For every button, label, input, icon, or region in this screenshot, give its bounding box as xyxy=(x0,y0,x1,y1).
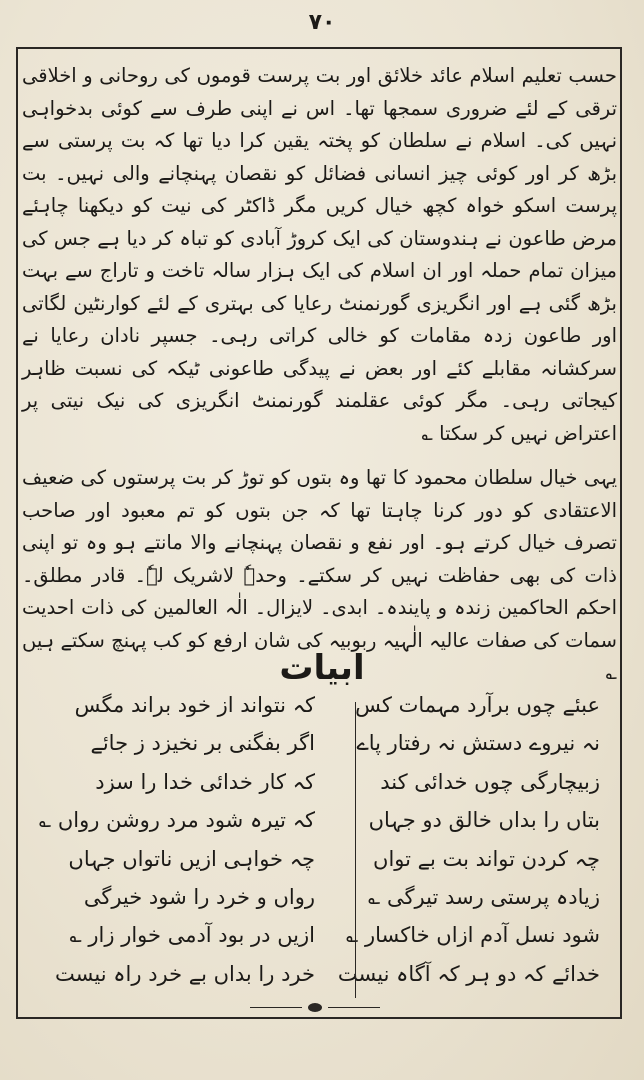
verse-line: کہ نتواند از خود براند مگس xyxy=(74,693,315,717)
verse-line: کہ کار خدائی خدا را سزد xyxy=(95,769,315,794)
verse-line: شود نسل آدم ازاں خاکسار ؎ xyxy=(345,923,600,948)
verse-line: زبیچارگی چوں خدائی کند xyxy=(380,769,600,794)
verse-line: رواں و خرد را شود خیرگی xyxy=(83,884,315,909)
verses-left-column xyxy=(38,690,315,997)
verse-line: چہ کردن تواند بت بے تواں xyxy=(373,846,600,871)
verse-line: خرد را بداں بے خرد راہ نیست xyxy=(55,961,315,986)
verse-line: ازیں در بود آدمی خوار زار ؎ xyxy=(69,923,315,948)
paragraph-2: یہی خیال سلطان محمود کا تھا وہ بتوں کو توڑ کر بت پرستوں کی ضعیف الاعتقادی کو دور کرنا چاہتا تھا کہ جن بتوں کو تم معبود اور صاحب تصرف خیال کرتے ہو۔ اور نفع و نقصان پہنچانے والا مانتے ہو وہ تو اپنی ذات کی بھی حفاظت نہیں کر سکتے۔ وحدہٗ لاشریک لہٗ۔ قادر مطلق۔ احکم الحاکمین زندہ و پایندہ۔ ابدی۔ لایزال۔ الٰہ العالمین کی ذات احدیت سمات کی صفات عالیہ الٰہیہ ربوبیہ کی شان ارفع کو کب پہنچ سکتے ہیں ؎ xyxy=(22,466,617,684)
verse-line: اگر بفگنی بر نخیزد ز جائے xyxy=(90,731,315,756)
verse-line: عبئے چوں برآرد مہمات کس xyxy=(355,693,600,717)
ornament-dot xyxy=(308,1003,322,1012)
verses-heading: ابیات xyxy=(279,648,365,688)
end-ornament xyxy=(250,1002,380,1014)
prose-body xyxy=(22,60,617,702)
verse-column-divider xyxy=(355,702,356,998)
verse-line: چہ خواہی ازیں ناتواں جہاں xyxy=(68,846,315,871)
ornament-line-left xyxy=(250,1007,302,1008)
verse-line: کہ تیرہ شود مرد روشن رواں ؎ xyxy=(38,808,315,833)
paragraph-1: حسب تعلیم اسلام عائد خلائق اور بت پرست قوموں کی روحانی و اخلاقی ترقی کے لئے ضروری سمجھا تھا۔ اس نے اپنی طرف سے کوئی بدخواہی نہیں کی۔ اسلام نے سلطان کو پختہ یقین کرا دیا تھا کہ بت پرستی سے بڑھ کر اور کوئی چیز انسانی فضائل کو نقصان پہنچانے والی نہیں۔ بت پرست اسکو خواہ کچھ خیال کریں مگر ڈاکٹر کی نیت کو دیکھنا چاہئے مرض طاعون نے ہندوستان کی ایک کروڑ آبادی کو تباہ کر دیا ہے جس کی میزان تمام حملہ اور ان اسلام کی ایک ہزار سالہ تاخت و تاراج سے بہت بڑھ گئی ہے اور انگریزی گورنمنٹ رعایا کی بہتری کے لئے کوارنٹین لگاتی اور طاعون زدہ مقامات کو خالی کراتی رہی۔ جسپر نادان رعایا نے سرکشانہ مقابلے کئے اور بعض نے پیدگی طاعونی ٹیکہ کی نسبت ظاہر کیجاتی رہی۔ مگر کوئی عقلمند گورنمنٹ انگریزی کی نیک نیتی پر اعتراض نہیں کر سکتا ؎ xyxy=(22,64,617,445)
verse-line: زیادہ پرستی رسد تیرگی ؎ xyxy=(368,884,600,909)
verse-line: بتاں را بداں خالق دو جہاں xyxy=(368,808,600,833)
page-number: ۷۰ xyxy=(308,10,336,35)
verse-line: خدائے کہ دو ہر کہ آگاہ نیست xyxy=(337,961,600,986)
ornament-line-right xyxy=(328,1007,380,1008)
verses-right-column xyxy=(337,690,600,997)
verse-line: نہ نیروے دستش نہ رفتار پاے xyxy=(356,731,600,756)
